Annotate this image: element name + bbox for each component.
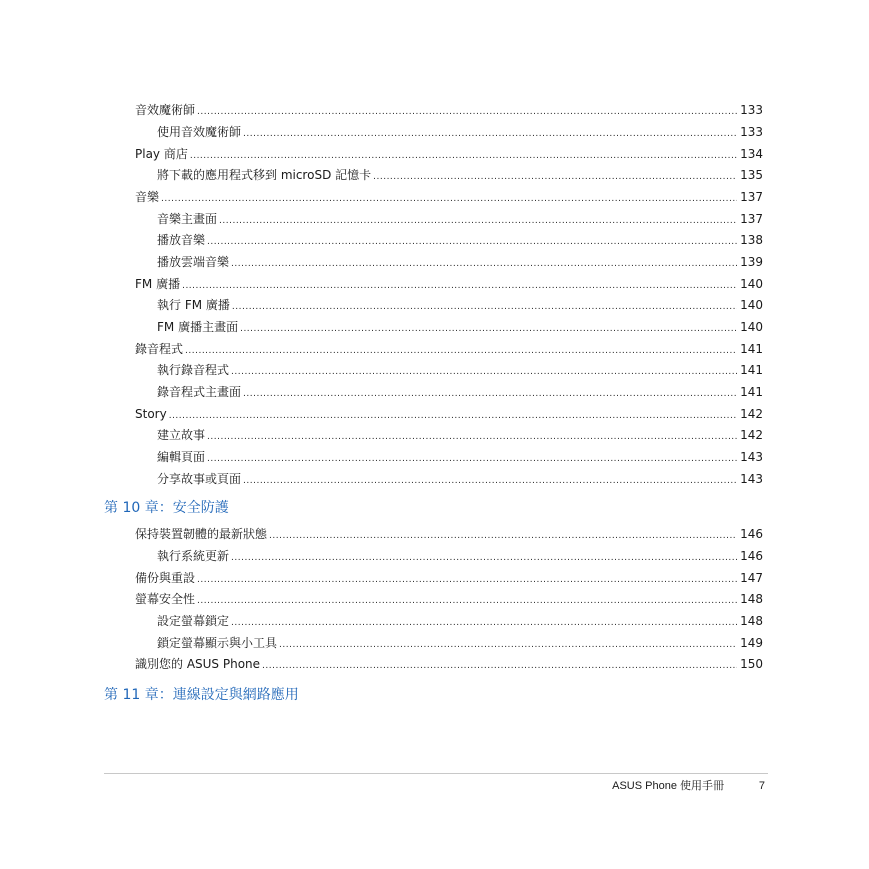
toc-entry-title: Play 商店 (135, 147, 188, 161)
footer-divider (104, 773, 768, 774)
toc-entry-page: 148 (740, 614, 763, 628)
toc-entry-page: 133 (740, 103, 763, 117)
dot-leader (279, 638, 737, 652)
toc-entry-title: 錄音程式主畫面 (157, 385, 242, 399)
toc-entry-title: 識別您的 ASUS Phone (135, 657, 261, 671)
dot-leader (231, 616, 737, 630)
toc-entry (135, 527, 763, 541)
toc-entry (135, 592, 763, 606)
toc-entry-page: 146 (740, 549, 763, 563)
dot-leader (231, 365, 737, 379)
toc-entry-page: 142 (740, 428, 763, 442)
toc-entry (157, 363, 763, 377)
toc-entry-title: 音樂 (135, 190, 160, 204)
toc-entry-title: 音樂主畫面 (157, 212, 218, 226)
toc-entry (157, 428, 763, 442)
toc-entry (157, 450, 763, 464)
footer-manual-title: ASUS Phone 使用手冊 (612, 780, 724, 792)
toc-entry-page: 137 (740, 212, 763, 226)
dot-leader (243, 127, 737, 141)
footer-page-number: 7 (758, 780, 765, 792)
toc-entry-title: 執行系統更新 (157, 549, 230, 563)
toc-entry-title: 音效魔術師 (135, 103, 196, 117)
toc-entry-page: 141 (740, 342, 763, 356)
toc-entry-title: 分享故事或頁面 (157, 472, 242, 486)
toc-entry-title: Story (135, 407, 167, 421)
toc-entry (135, 407, 763, 421)
toc-entry (157, 233, 763, 247)
toc-entry-page: 135 (740, 168, 763, 182)
dot-leader (262, 659, 737, 673)
dot-leader (207, 235, 737, 249)
dot-leader (232, 300, 737, 314)
dot-leader (219, 214, 737, 228)
toc-entry-title: FM 廣播 (135, 277, 181, 291)
toc-entry-title: 執行 FM 廣播 (157, 298, 230, 312)
chapter-10-heading: 第 10 章：安全防護 (104, 500, 229, 516)
toc-entry-page: 141 (740, 385, 763, 399)
toc-entry-page: 134 (740, 147, 763, 161)
toc-entry (157, 320, 763, 334)
toc-entry-title: 鎖定螢幕顯示與小工具 (157, 636, 278, 650)
toc-entry-page: 143 (740, 450, 763, 464)
toc-entry (135, 190, 763, 204)
dot-leader (197, 573, 737, 587)
toc-entry-page: 148 (740, 592, 763, 606)
toc-entry (157, 636, 763, 650)
toc-entry-page: 146 (740, 527, 763, 541)
toc-entry-title: FM 廣播主畫面 (157, 320, 239, 334)
toc-entry (135, 277, 763, 291)
toc-entry-title: 執行錄音程式 (157, 363, 230, 377)
dot-leader (231, 257, 737, 271)
dot-leader (169, 409, 737, 423)
toc-entry (135, 147, 763, 161)
dot-leader (269, 529, 737, 543)
dot-leader (243, 387, 737, 401)
toc-entry-page: 147 (740, 571, 763, 585)
toc-entry-page: 150 (740, 657, 763, 671)
toc-entry-page: 140 (740, 298, 763, 312)
toc-entry-title: 播放雲端音樂 (157, 255, 230, 269)
toc-entry (157, 298, 763, 312)
dot-leader (207, 452, 737, 466)
dot-leader (373, 170, 737, 184)
toc-entry (157, 472, 763, 486)
toc-entry-page: 141 (740, 363, 763, 377)
toc-entry-page: 137 (740, 190, 763, 204)
toc-entry-page: 139 (740, 255, 763, 269)
toc-entry (135, 342, 763, 356)
toc-entry (157, 125, 763, 139)
toc-entry-title: 設定螢幕鎖定 (157, 614, 230, 628)
toc-entry-page: 149 (740, 636, 763, 650)
chapter-11-heading: 第 11 章：連線設定與網路應用 (104, 687, 299, 703)
toc-entry-page: 143 (740, 472, 763, 486)
toc-entry (157, 212, 763, 226)
dot-leader (190, 149, 737, 163)
toc-entry (135, 657, 763, 671)
toc-entry (157, 549, 763, 563)
toc-entry (157, 614, 763, 628)
toc-entry (157, 255, 763, 269)
toc-entry-title: 螢幕安全性 (135, 592, 196, 606)
toc-entry (135, 571, 763, 585)
toc-entry-page: 138 (740, 233, 763, 247)
dot-leader (207, 430, 737, 444)
dot-leader (197, 105, 737, 119)
dot-leader (197, 594, 737, 608)
toc-entry-page: 142 (740, 407, 763, 421)
toc-entry-title: 保持裝置韌體的最新狀態 (135, 527, 268, 541)
dot-leader (161, 192, 737, 206)
toc-entry-page: 133 (740, 125, 763, 139)
toc-entry-page: 140 (740, 277, 763, 291)
toc-entry-title: 將下載的應用程式移到 microSD 記憶卡 (157, 168, 372, 182)
toc-entry-title: 使用音效魔術師 (157, 125, 242, 139)
toc-entry-title: 編輯頁面 (157, 450, 206, 464)
dot-leader (185, 344, 737, 358)
dot-leader (243, 474, 737, 488)
toc-entry-page: 140 (740, 320, 763, 334)
toc-entry-title: 建立故事 (157, 428, 206, 442)
toc-entry-title: 播放音樂 (157, 233, 206, 247)
toc-entry-title: 備份與重設 (135, 571, 196, 585)
toc-entry (135, 103, 763, 117)
toc-entry (157, 168, 763, 182)
dot-leader (231, 551, 737, 565)
dot-leader (182, 279, 737, 293)
dot-leader (240, 322, 737, 336)
toc-entry-title: 錄音程式 (135, 342, 184, 356)
toc-entry (157, 385, 763, 399)
